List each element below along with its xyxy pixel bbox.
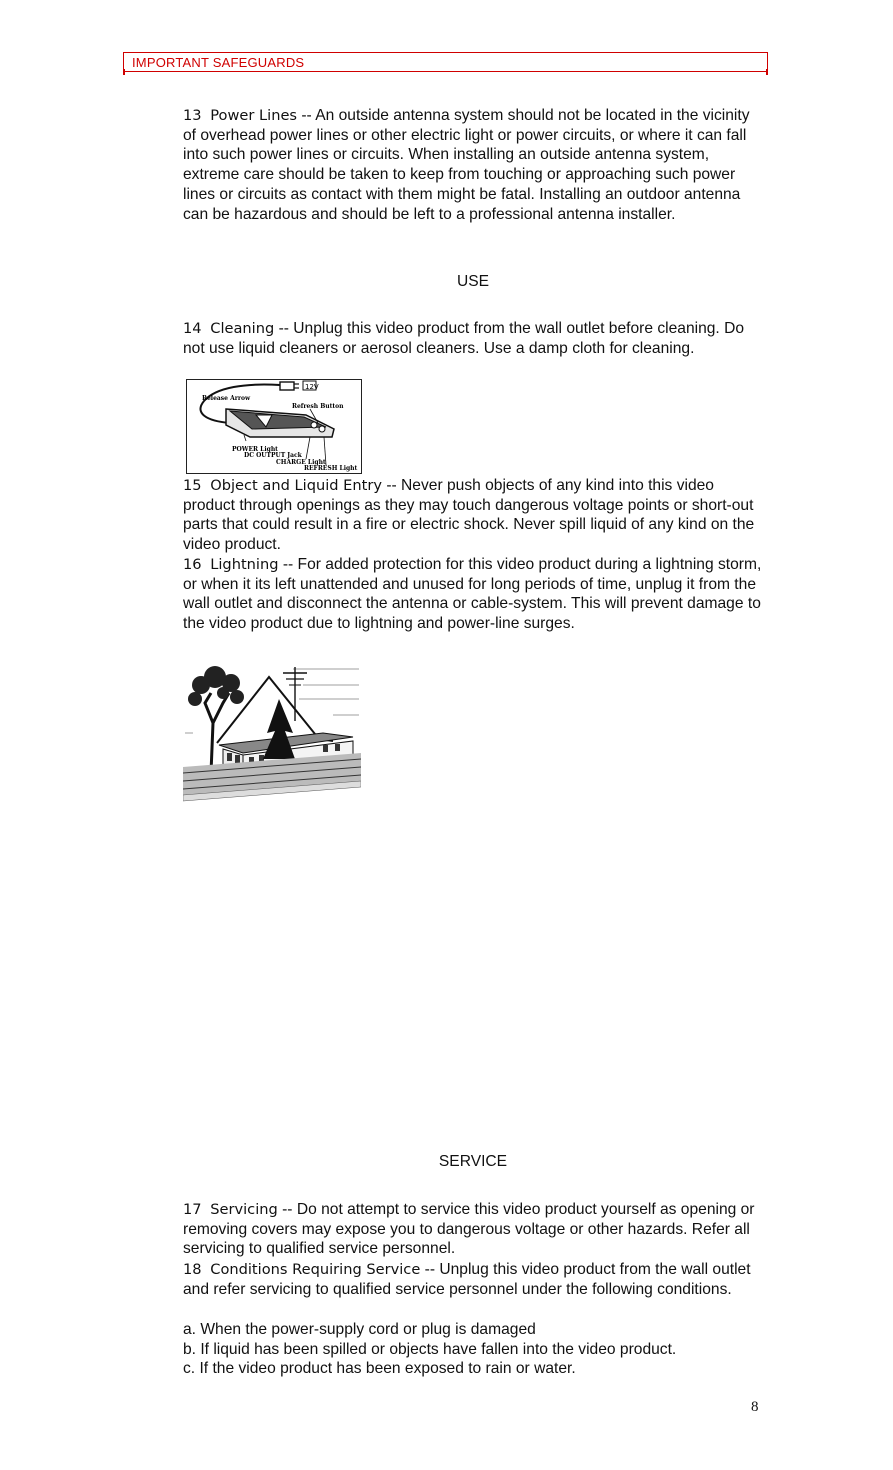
item-title: Conditions Requiring Service [210, 1261, 421, 1278]
item-number: 16 [183, 556, 202, 573]
item-lightning [183, 555, 763, 634]
plug-tag-label: 12V [305, 383, 319, 391]
section-use-heading: USE [456, 273, 490, 290]
item-cleaning [183, 319, 763, 358]
section-service-heading: SERVICE [438, 1153, 508, 1170]
charger-illustration [186, 379, 362, 474]
list-item: c. If the video product has been exposed to rain or water. [183, 1360, 576, 1378]
item-text: -- Unplug this video product from the wall outlet and refer servicing to qualified service personnel under the following conditions. [183, 1261, 751, 1298]
item-number: 18 [183, 1261, 202, 1278]
item-object-liquid [183, 476, 763, 555]
list-item: a. When the power-supply cord or plug is damaged [183, 1321, 536, 1338]
charger-diagram [186, 379, 362, 474]
house-illustration [183, 663, 361, 803]
diagram-label-refresh-light: REFRESH Light [304, 465, 358, 472]
diagram-label-refresh-button: Refresh Button [292, 403, 344, 410]
item-servicing [183, 1200, 763, 1259]
item-title: Object and Liquid Entry [210, 477, 382, 494]
item-conditions [183, 1260, 763, 1299]
list-item: b. If liquid has been spilled or objects have fallen into the video product. [183, 1340, 677, 1358]
item-text: -- Never push objects of any kind into this video product through openings as they may touch dangerous voltage points or short-out parts that could result in a fire or electric shock. Never spill liquid of any kind on the video product. [183, 477, 755, 554]
item-number: 17 [183, 1201, 202, 1218]
diagram-label-dc-output: DC OUTPUT Jack [244, 452, 302, 459]
item-title: Cleaning [210, 320, 275, 337]
item-text: -- Unplug this video product from the wall outlet before cleaning. Do not use liquid cleaners or aerosol cleaners. Use a damp cloth for cleaning. [183, 320, 745, 357]
item-power-lines [183, 106, 763, 224]
diagram-label-charge-light: CHARGE Light [276, 459, 326, 466]
header-tick-right [766, 69, 768, 75]
page-number: 8 [751, 1399, 759, 1415]
item-number: 14 [183, 320, 202, 337]
diagram-label-power-light: POWER Light [232, 446, 278, 453]
item-title: Power Lines [210, 107, 298, 124]
conditions-list [183, 1320, 763, 1379]
header-tick-left [123, 69, 125, 75]
item-text: -- Do not attempt to service this video product yourself as opening or removing covers may expose you to dangerous voltage or other hazards. Refer all servicing to qualified service personnel. [183, 1201, 755, 1258]
header-title: IMPORTANT SAFEGUARDS [132, 55, 305, 70]
item-number: 15 [183, 477, 202, 494]
item-title: Servicing [210, 1201, 278, 1218]
diagram-label-release: Release Arrow [202, 395, 251, 402]
header-box [123, 52, 768, 72]
item-title: Lightning [210, 556, 279, 573]
item-number: 13 [183, 107, 202, 124]
house-scene [183, 663, 361, 803]
item-text: -- For added protection for this video product during a lightning storm, or when it its left unattended and unused for long periods of time, unplug it from the wall outlet and disconnect the antenna or cable-system. This will prevent damage to the video product due to lightning and power-line surges. [183, 556, 762, 633]
item-text: -- An outside antenna system should not be located in the vicinity of overhead power lines or other electric light or power circuits, or where it can fall into such power lines or circuits. When installing an outside antenna system, extreme care should be taken to keep from touching or approaching such power lines or circuits as contact with them might be fatal. Installing an outdoor antenna can be hazardous and should be left to a professional antenna installer. [183, 107, 750, 223]
